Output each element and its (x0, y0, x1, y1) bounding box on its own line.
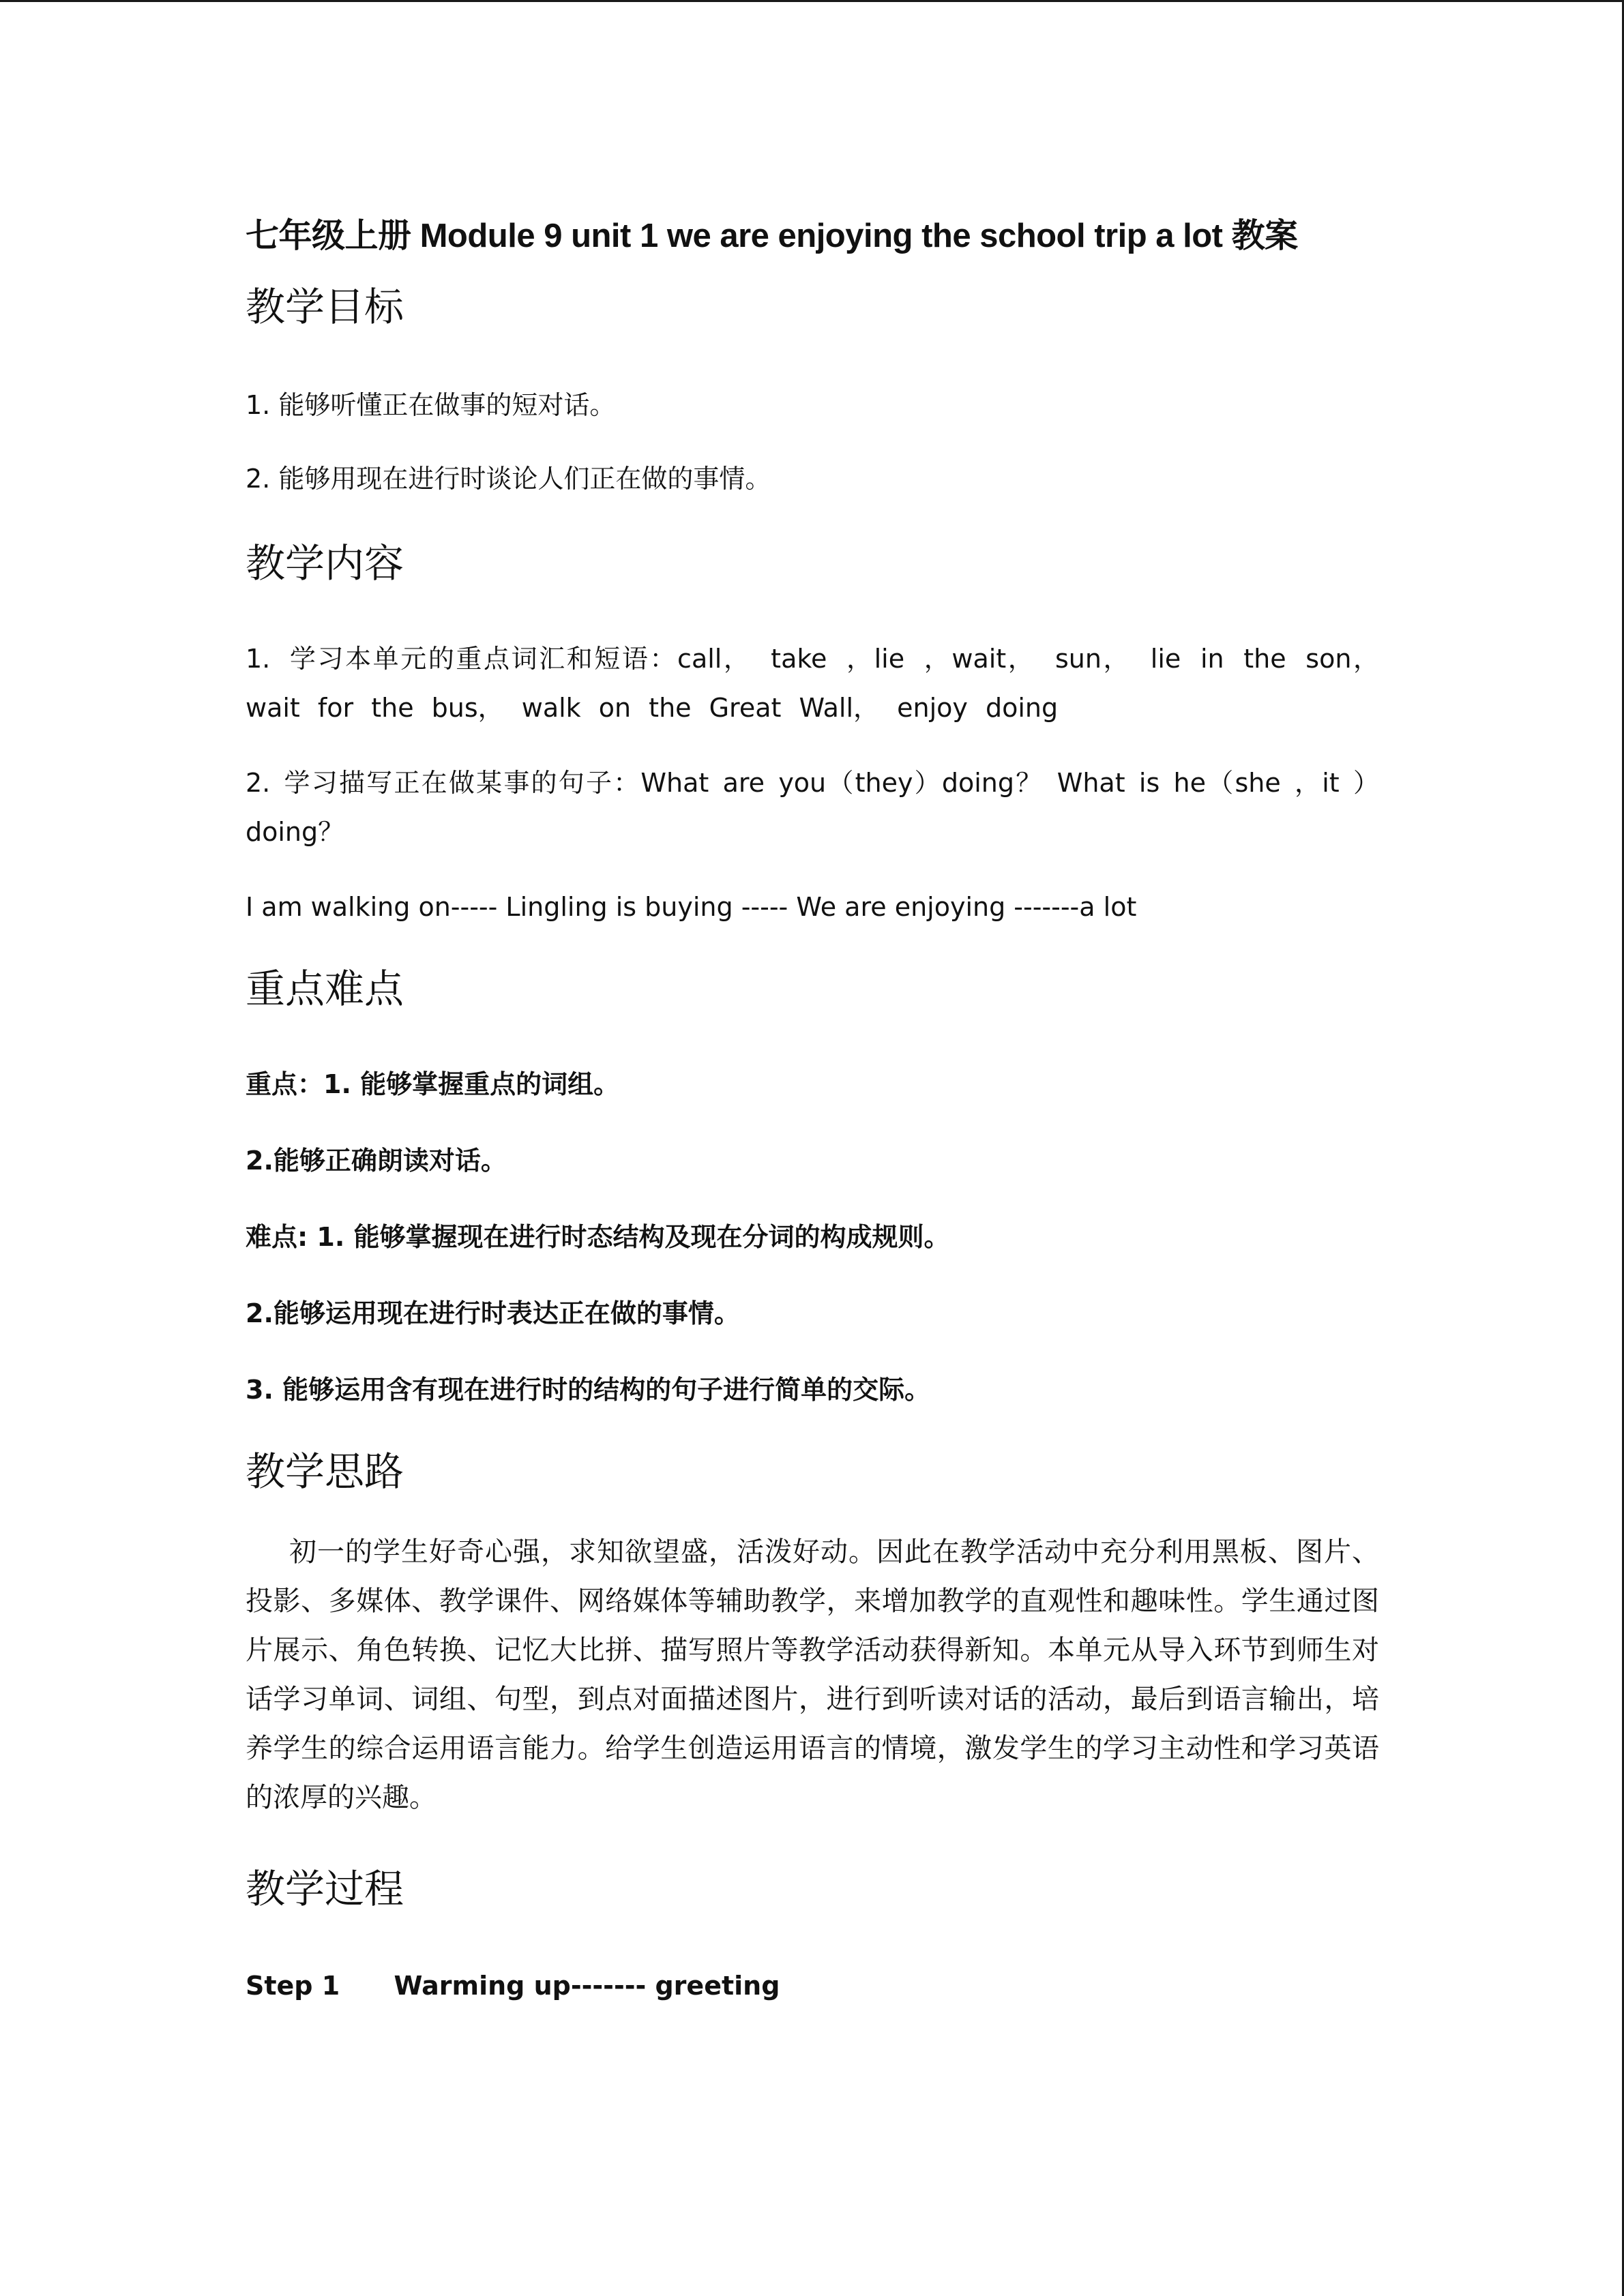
process-heading: 教学过程 (246, 1866, 404, 1912)
document-title: 七年级上册 Module 9 unit 1 we are enjoying the school trip a lot 教案 (246, 218, 1298, 254)
objectives-section (246, 280, 1379, 503)
step-1: Step 1 Warming up------- greeting (246, 1971, 780, 2001)
key-points-heading: 重点难点 (246, 966, 404, 1012)
content-item-2: 2. 学习描写正在做某事的句子：What are you（they）doing？ What is he（she ，it ）doing？ (246, 768, 1379, 847)
key-points-section (246, 961, 1379, 1414)
approach-section (246, 1444, 1379, 1822)
document-page (246, 205, 1379, 2010)
difficulty-1: 难点: 1. 能够掌握现在进行时态结构及现在分词的构成规则。 (246, 1222, 950, 1252)
key-point-1: 重点：1. 能够掌握重点的词组。 (246, 1069, 620, 1099)
content-item-3: I am walking on----- Lingling is buying ----- We are enjoying -------a lot (246, 892, 1137, 922)
approach-body: 初一的学生好奇心强，求知欲望盛，活泼好动。因此在教学活动中充分利用黑板、图片、投影、多媒体、教学课件、网络媒体等辅助教学，来增加教学的直观性和趣味性。学生通过图片展示、角色转换、记忆大比拼、描写照片等教学活动获得新知。本单元从导入环节到师生对话学习单词、词组、句型，到点对面描述图片，进行到听读对话的活动，最后到语言输出，培养学生的综合运用语言能力。给学生创造运用语言的情境，激发学生的学习主动性和学习英语的浓厚的兴趣。 (246, 1536, 1379, 1813)
objective-item-2: 2. 能够用现在进行时谈论人们正在做的事情。 (246, 464, 771, 494)
key-point-2: 2.能够正确朗读对话。 (246, 1146, 507, 1176)
content-item-1: 1. 学习本单元的重点词汇和短语：call， take ，lie ，wait， sun， lie in the son， wait for the bus， walk on the Great Wall， enjoy doing (246, 644, 1379, 723)
approach-heading: 教学思路 (246, 1448, 404, 1495)
content-heading: 教学内容 (246, 540, 404, 586)
difficulty-2: 2.能够运用现在进行时表达正在做的事情。 (246, 1298, 740, 1328)
process-section (246, 1862, 1379, 2010)
objective-item-1: 1. 能够听懂正在做事的短对话。 (246, 390, 616, 420)
difficulty-3: 3. 能够运用含有现在进行时的结构的句子进行简单的交际。 (246, 1375, 931, 1405)
content-section (246, 536, 1379, 931)
objectives-heading: 教学目标 (246, 284, 404, 330)
page-top-border (0, 0, 1624, 2)
